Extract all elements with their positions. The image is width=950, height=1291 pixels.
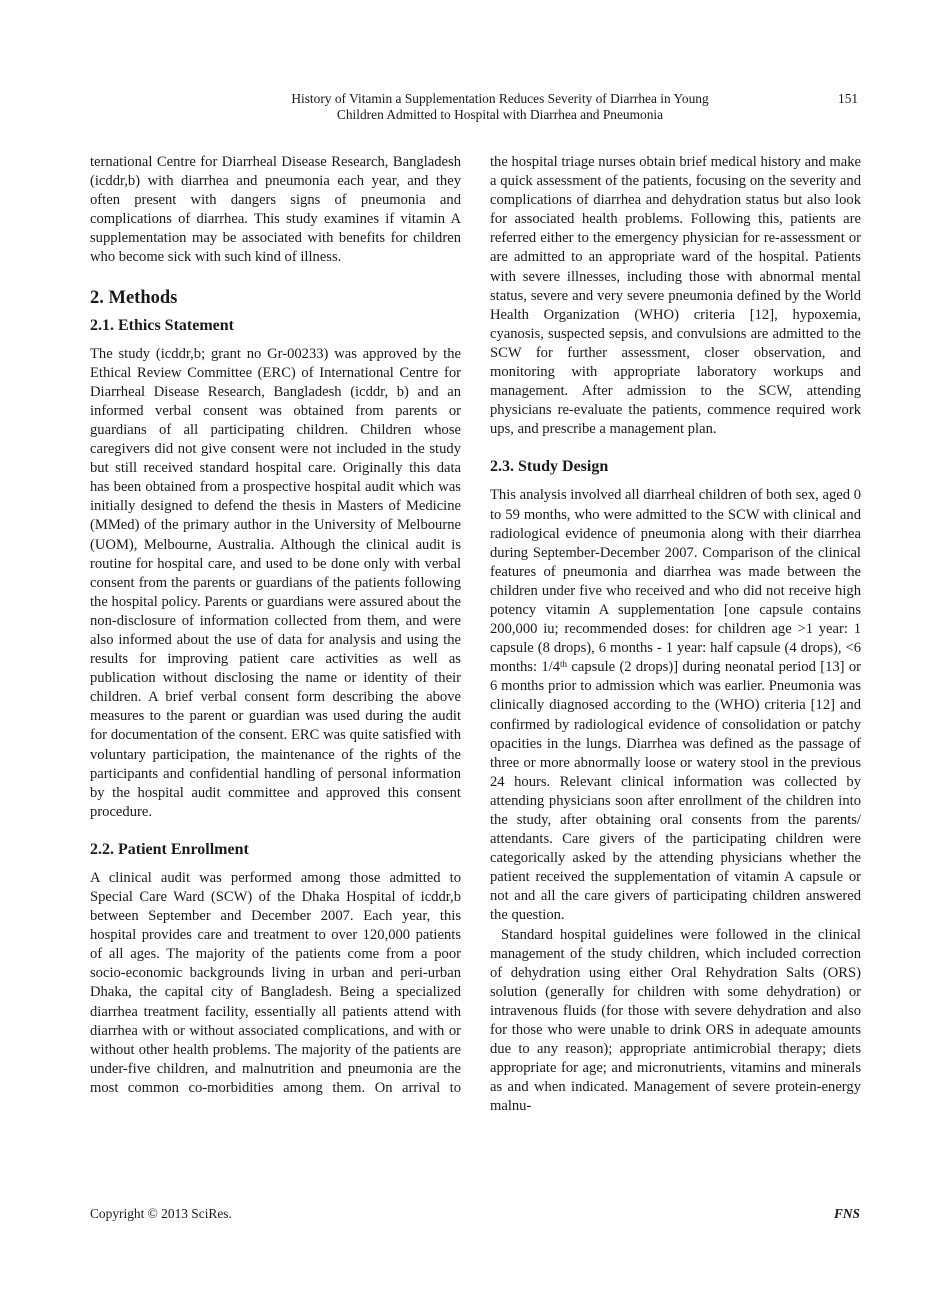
journal-abbreviation: FNS xyxy=(833,1206,860,1221)
running-title-line-1: History of Vitamin a Supplementation Reduces Severity of Diarrhea in Young xyxy=(291,91,709,106)
left-column xyxy=(90,153,461,1098)
page-number: 151 xyxy=(838,91,859,106)
superscript-th: th xyxy=(560,659,568,670)
study-design-paragraph xyxy=(490,486,861,925)
section-heading-methods: 2. Methods xyxy=(90,287,178,308)
copyright-notice: Copyright © 2013 SciRes. xyxy=(90,1206,232,1221)
triage-paragraph: the hospital triage nurses obtain brief medical history and make a quick assessment of the patients, focusing on the severity and complications of diarrhea and dehydration status but also look for associated health problems. Following this, patients are referred either to the emergency physician for re-assessment or are admitted to an appropriate ward of the hospital. Patients with severe illnesses, including those with abnormal mental status, severe and very severe pneumonia defined by the World Health Organization (WHO) criteria [12], hypoxemia, cyanosis, suspected sepsis, and convulsions are admitted to the SCW for further assessment, closer observation, and monitoring with appropriate laboratory workups and management. After admission to the SCW, attending physicians re-evaluate the patients, commence required work ups, and prescribe a management plan. xyxy=(490,154,861,438)
enrollment-paragraph: A clinical audit was performed among those admitted to Special Care Ward (SCW) of the Dhaka Hospital of icddr,b between September and December 2007. Each year, this hospital provides care and treatment to over 120,000 patients of all ages. The majority of the patients come from a poor socio-economic backgrounds living in urban and peri-urban Dhaka, the capital city of Bangladesh. Being a specialized diarrhea treatment facility, essentially all patients attend with diarrhea with or without associated complications, and with or without other health problems. The majority of the patients are under-five children, and malnutrition and pneumonia are the most common co-morbidities among them. On arrival to xyxy=(90,869,461,1096)
right-column xyxy=(490,153,861,1117)
intro-paragraph: ternational Centre for Diarrheal Disease Research, Bangladesh (icddr,b) with diarrhea and pneumonia each year, and they often present with dangers signs of pneumonia and complications of diarrhea. This study examines if vitamin A supplementation may be associated with benefits for children who become sick with such kind of illness. xyxy=(90,154,461,266)
study-design-text-part-1: This analysis involved all diarrheal children of both sex, aged 0 to 59 months, who were admitted to the SCW with clinical and radiological evidence of pneumonia along with their diarrhea during September-December 2007. Comparison of the clinical features of pneumonia and diarrhea was made between the children under five who received and who did not receive high potency vitamin A supplementation [one capsule contains 200,000 iu; recommended doses: for children age >1 year: 1 capsule (8 drops), 6 months - 1 year: half capsule (4 drops), <6 months: 1/4 xyxy=(490,487,861,676)
subsection-heading-enrollment: 2.2. Patient Enrollment xyxy=(90,840,249,858)
guidelines-paragraph: Standard hospital guidelines were followed in the clinical management of the study children, which included correction of dehydration using either Oral Rehydration Salts (ORS) solution (generally for children with some dehydration) or intravenous fluids (for those with severe dehydration and also for those who were unable to drink ORS in adequate amounts due to any reason); appropriate antimicrobial therapy; diets appropriate for age; and micronutrients, vitamins and minerals as and when indicated. Management of severe protein-energy malnu- xyxy=(490,926,861,1115)
running-title-line-2: Children Admitted to Hospital with Diarrhea and Pneumonia xyxy=(336,107,664,122)
subsection-heading-ethics: 2.1. Ethics Statement xyxy=(90,316,234,334)
ethics-paragraph: The study (icddr,b; grant no Gr-00233) was approved by the Ethical Review Committee (ERC) of International Centre for Diarrheal Disease Research, Bangladesh (icddr, b) and an informed verbal consent was obtained from parents or guardians of all participating children. Children whose caregivers did not give consent were not included in the study but still received standard hospital care. Originally this data has been obtained from a prospective hospital audit which was initially designed to defend the thesis in Masters of Medicine (MMed) of the primary author in the University of Melbourne (UOM), Melbourne, Australia. Although the clinical audit is routine for hospital care, and used to be done only with verbal consent from the parents or guardians of the patients following the hospital policy. Parents or guardians were assured about the non-disclosure of information collected from them, and were also informed about the use of data for analysis and using the results for improving patient care activities as well as publication without disclosing the name or identity of their children. A brief verbal consent form describing the above measures to the parent or guardian was used during the audit for documentation of the consent. ERC was quite satisfied with voluntary participation, the maintenance of the rights of the participants and confidential handling of personal information by the hospital audit committee and approved this consent procedure. xyxy=(90,345,461,820)
subsection-heading-study-design: 2.3. Study Design xyxy=(490,458,609,476)
running-title xyxy=(240,91,760,123)
study-design-text-part-2: capsule (2 drops)] during neonatal period [13] or 6 months prior to admission which was earlier. Pneumonia was clinically diagnosed according to the (WHO) criteria [12] and confirmed by radiological evidence of consolidation or patchy opacities in the lungs. Diarrhea was defined as the passage of three or more abnormally loose or watery stool in the previous 24 hours. Relevant clinical information was collected by attending physicians soon after enrollment of the children into the study, after obtaining oral consents from the parents/ attendants. Care givers of the participating children were categorically asked by the attending physicians whether the patient received the supplementation of vitamin A capsule or not and all the care givers of participating children answered the question. xyxy=(490,659,862,924)
